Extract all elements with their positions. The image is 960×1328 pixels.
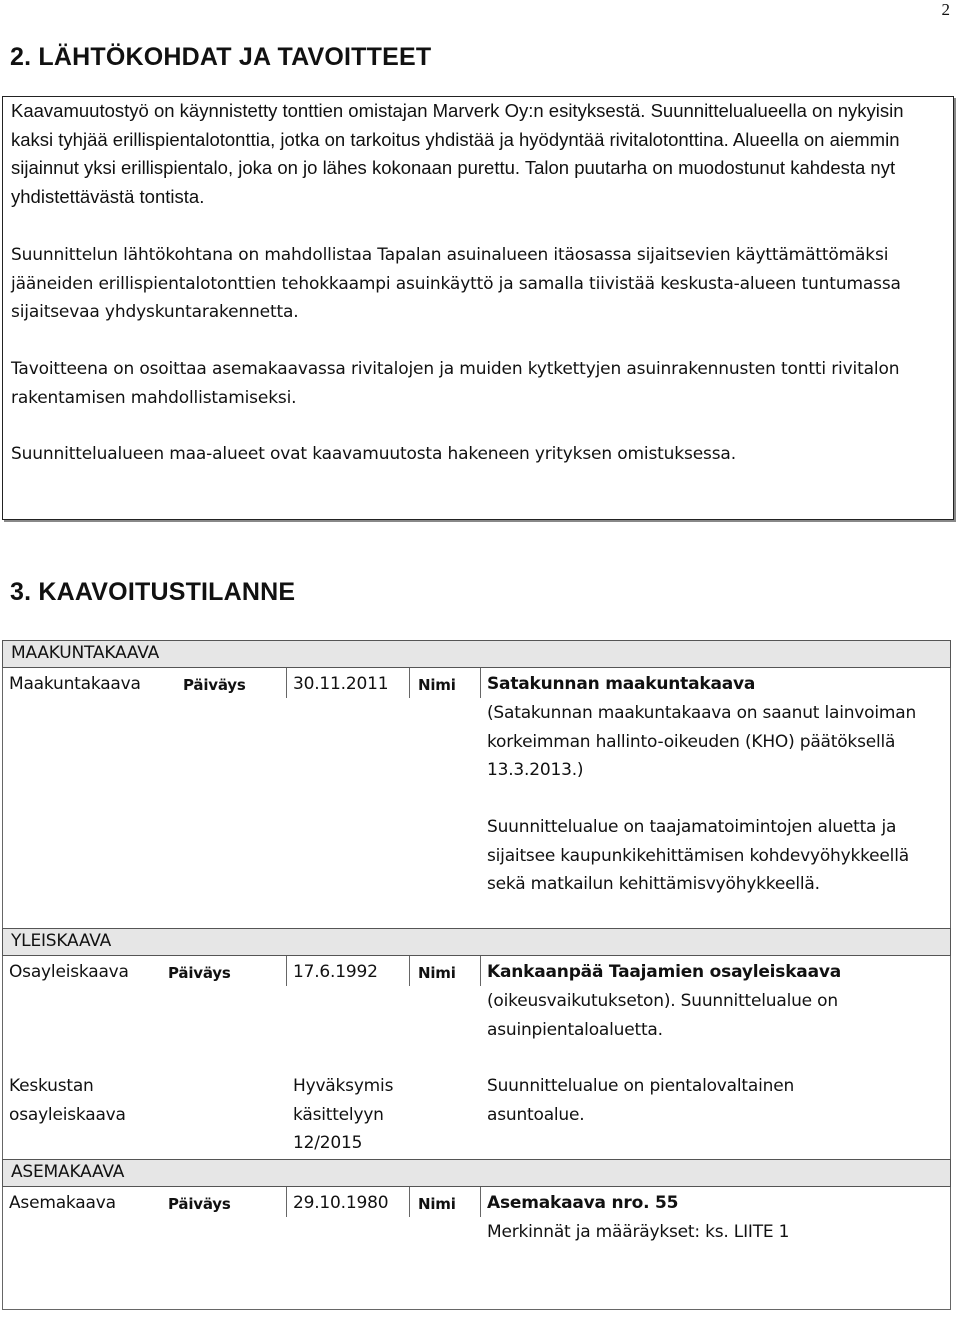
asemakaava-date-label: Päiväys <box>168 1195 231 1213</box>
divider <box>409 956 410 986</box>
band-label-asemakaava: ASEMAKAAVA <box>11 1162 125 1182</box>
section-2-heading: 2. LÄHTÖKOHDAT JA TAVOITTEET <box>10 43 432 71</box>
asemakaava-name-label: Nimi <box>418 1195 456 1213</box>
band-yleiskaava <box>2 928 951 956</box>
maakuntakaava-type: Maakuntakaava <box>9 674 141 694</box>
asemakaava-name: Asemakaava nro. 55 <box>487 1193 679 1213</box>
paragraph-starting-point: Suunnittelun lähtökohtana on mahdollistaa Tapalan asuinalueen itäosassa sijaitsevien käyttämättömäksi jääneiden erillispientalotonttien tehokkaampi asuinkäyttö ja samalla tiivistää keskusta-alueen tuntumassa sijaitsevaa yhdyskuntarakennetta. <box>11 245 901 322</box>
paragraph-ownership: Suunnittelualueen maa-alueet ovat kaavamuutosta hakeneen yrityksen omistuksessa. <box>11 444 736 464</box>
keskustan-osayleiskaava-status: Hyväksymis käsittelyyn 12/2015 <box>293 1076 394 1154</box>
divider <box>480 1187 481 1217</box>
table-right-border <box>950 640 951 1310</box>
divider <box>409 1187 410 1217</box>
section-3-heading: 3. KAAVOITUSTILANNE <box>10 578 296 606</box>
maakuntakaava-date-label: Päiväys <box>183 676 246 694</box>
divider <box>409 668 410 698</box>
maakuntakaava-zone-description: Suunnittelualue on taajamatoimintojen aluetta ja sijaitsee kaupunkikehittämisen kohdevyöhykkeellä sekä matkailun kehittämisvyöhykkeellä. <box>487 817 909 895</box>
divider <box>480 956 481 986</box>
asemakaava-description: Merkinnät ja määräykset: ks. LIITE 1 <box>487 1222 790 1242</box>
page-number: 2 <box>941 0 950 19</box>
paragraph-goal: Tavoitteena on osoittaa asemakaavassa rivitalojen ja muiden kytkettyjen asuinrakennusten tontti rivitalon rakentamisen mahdollistamiseksi. <box>11 359 900 408</box>
divider <box>286 956 287 986</box>
yleiskaava-date: 17.6.1992 <box>293 962 378 982</box>
band-label-yleiskaava: YLEISKAAVA <box>11 931 112 951</box>
yleiskaava-name-label: Nimi <box>418 964 456 982</box>
band-maakuntakaava <box>2 640 951 668</box>
keskustan-osayleiskaava-type: Keskustan osayleiskaava <box>9 1076 126 1125</box>
yleiskaava-type: Osayleiskaava <box>9 962 129 982</box>
divider <box>286 1187 287 1217</box>
maakuntakaava-name: Satakunnan maakuntakaava <box>487 674 756 694</box>
divider <box>480 668 481 698</box>
asemakaava-date: 29.10.1980 <box>293 1193 389 1213</box>
maakuntakaava-name-label: Nimi <box>418 676 456 694</box>
keskustan-osayleiskaava-description: Suunnittelualue on pientalovaltainen asuntoalue. <box>487 1076 795 1125</box>
yleiskaava-name: Kankaanpää Taajamien osayleiskaava <box>487 962 842 982</box>
maakuntakaava-description: (Satakunnan maakuntakaava on saanut lainvoiman korkeimman hallinto-oikeuden (KHO) päätöksellä 13.3.2013.) <box>487 703 917 781</box>
asemakaava-type: Asemakaava <box>9 1193 116 1213</box>
yleiskaava-date-label: Päiväys <box>168 964 231 982</box>
paragraph-background: Kaavamuutostyö on käynnistetty tonttien omistajan Marverk Oy:n esityksestä. Suunnittelualueella on nykyisin kaksi tyhjää erillispientalotonttia, jotka on tarkoitus yhdistää ja hyödyntää rivitalotonttina. Alueella on aiemmin sijainnut yksi erillispientalo, joka on jo lähes kokonaan purettu. Talon puutarha on muodostunut kahdesta nyt yhdistettävästä tontista. <box>11 100 904 207</box>
band-asemakaava <box>2 1159 951 1187</box>
divider <box>286 668 287 698</box>
table-bottom-border <box>2 1309 951 1310</box>
yleiskaava-description: (oikeusvaikutukseton). Suunnittelualue on asuinpientaloaluetta. <box>487 991 838 1040</box>
band-label-maakuntakaava: MAAKUNTAKAAVA <box>11 643 160 663</box>
table-left-border <box>2 640 3 1310</box>
maakuntakaava-date: 30.11.2011 <box>293 674 389 694</box>
